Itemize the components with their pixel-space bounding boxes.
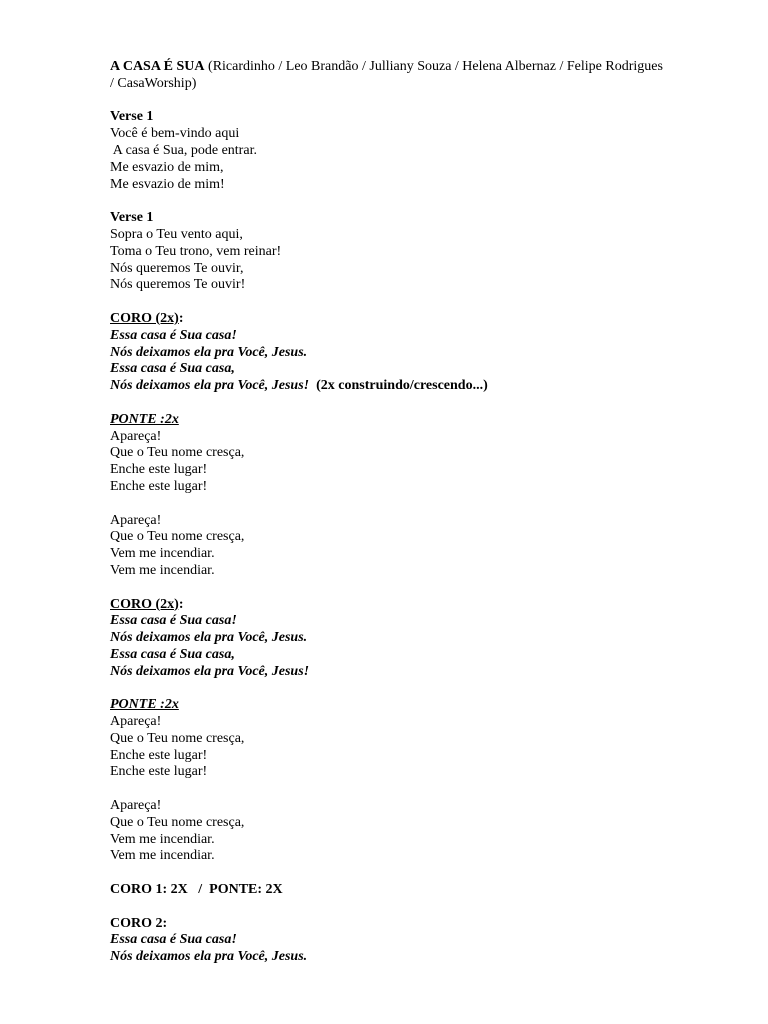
lyric-line: Sopra o Teu vento aqui, [110, 226, 243, 242]
chorus-line: Essa casa é Sua casa! [110, 327, 237, 343]
lyric-line: Apareça! [110, 428, 162, 444]
section-heading-coro: CORO (2x): [110, 596, 184, 612]
lyric-line: Apareça! [110, 512, 162, 528]
lyric-line: Apareça! [110, 798, 162, 814]
chorus-line: Essa casa é Sua casa, [110, 361, 235, 377]
lyric-line: Vem me incendiar. [110, 546, 215, 562]
chorus-note: (2x construindo/crescendo...) [316, 378, 488, 394]
lyric-line: A casa é Sua, pode entrar. [110, 142, 257, 158]
lyric-line: Me esvazio de mim! [110, 176, 225, 192]
chorus-line: Nós deixamos ela pra Você, Jesus. [110, 949, 308, 965]
lyric-line: Toma o Teu trono, vem reinar! [110, 243, 282, 259]
song-title: A CASA É SUA [110, 59, 205, 74]
lyric-line: Enche este lugar! [110, 462, 208, 478]
chorus-line: Essa casa é Sua casa! [110, 613, 237, 629]
lyric-line: Nós queremos Te ouvir! [110, 277, 246, 293]
lyric-line: Que o Teu nome cresça, [110, 445, 245, 461]
chorus-line: Nós deixamos ela pra Você, Jesus. [110, 344, 308, 360]
section-heading-ponte: PONTE :2x [110, 697, 179, 713]
section-heading-verse-1: Verse 1 [110, 109, 154, 125]
lyric-line: Que o Teu nome cresça, [110, 730, 245, 746]
lyric-line: Enche este lugar! [110, 764, 208, 780]
lyric-line: Enche este lugar! [110, 478, 208, 494]
lyric-line: Vem me incendiar. [110, 831, 215, 847]
song-credits: (Ricardinho / Leo Brandão / Julliany Souza / Helena Albernaz / Felipe Rodrigues / CasaWorship) [110, 59, 663, 91]
lyric-line: Apareça! [110, 714, 162, 730]
lyric-line: Que o Teu nome cresça, [110, 814, 245, 830]
chorus-line: Essa casa é Sua casa, [110, 646, 235, 662]
section-heading-coro: CORO (2x): [110, 310, 184, 326]
lyric-line: Vem me incendiar. [110, 848, 215, 864]
lyric-line: Enche este lugar! [110, 747, 208, 763]
lyric-line: Nós queremos Te ouvir, [110, 260, 244, 276]
chorus-line: Nós deixamos ela pra Você, Jesus. [110, 630, 308, 646]
lyric-line: Você é bem-vindo aqui [110, 126, 240, 142]
section-heading-verse-1b: Verse 1 [110, 210, 154, 226]
chorus-line-with-note: Nós deixamos ela pra Você, Jesus! (2x construindo/crescendo...) [110, 378, 488, 394]
chorus-line: Nós deixamos ela pra Você, Jesus! [110, 663, 310, 679]
song-title-line [110, 59, 670, 93]
lyric-line: Vem me incendiar. [110, 562, 215, 578]
lyric-line: Que o Teu nome cresça, [110, 529, 245, 545]
section-heading-coro-2: CORO 2: [110, 915, 168, 931]
chorus-line: Essa casa é Sua casa! [110, 932, 237, 948]
lyrics-content [110, 59, 670, 966]
lyric-line: Me esvazio de mim, [110, 159, 224, 175]
section-heading-ponte: PONTE :2x [110, 411, 179, 427]
section-heading-summary: CORO 1: 2X / PONTE: 2X [110, 882, 283, 898]
